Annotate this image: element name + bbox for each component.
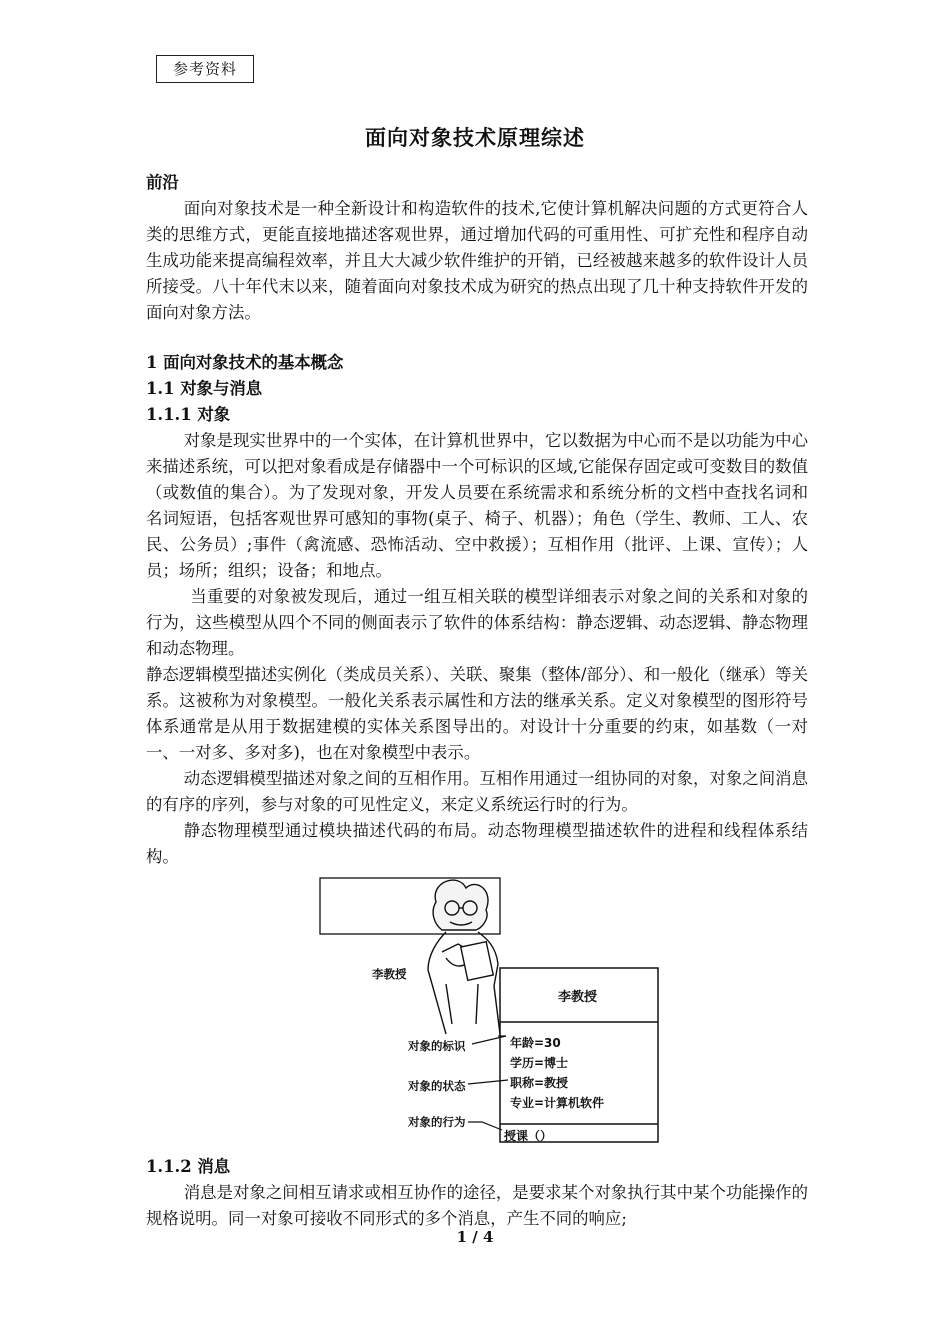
person-label: 李教授 — [372, 967, 407, 981]
professor-illustration-icon — [428, 880, 500, 1034]
method-teach: 授课（） — [504, 1129, 553, 1143]
object-paragraph-2: 当重要的对象被发现后，通过一组互相关联的模型详细表示对象之间的关系和对象的行为，这些模型从四个不同的侧面表示了软件的体系结构：静态逻辑、动态逻辑、静态物理和动态物理。 — [146, 587, 808, 658]
attribute-age: 年龄=30 — [510, 1036, 561, 1050]
section-1-1-1-heading: 1.1.1 对象 — [146, 405, 231, 424]
preface-paragraph: 面向对象技术是一种全新设计和构造软件的技术,它使计算机解决问题的方式更符合人类的思维方式，更能直接地描述客观世界，通过增加代码的可重用性、可扩充性和程序自动生成功能来提高编程效率，并且大大减少软件维护的开销，已经被越来越多的软件设计人员所接受。八十年代末以来，随着面向对象技术成为研究的热点出现了几十种支持软件开发的面向对象方法。 — [146, 199, 808, 322]
class-name: 李教授 — [558, 990, 598, 1005]
object-diagram-figure — [146, 874, 808, 1152]
attribute-major: 专业=计算机软件 — [510, 1096, 605, 1110]
section-1-1-2-heading: 1.1.2 消息 — [146, 1157, 231, 1176]
object-diagram-drawing — [146, 874, 808, 1152]
reference-stamp: 参考资料 — [156, 55, 254, 83]
document-body — [146, 170, 808, 1232]
label-object-identity: 对象的标识 — [408, 1039, 466, 1053]
message-paragraph-1: 消息是对象之间相互请求或相互协作的途径，是要求某个对象执行其中某个功能操作的规格说明。同一对象可接收不同形式的多个消息，产生不同的响应; — [146, 1183, 808, 1228]
object-paragraph-3: 静态逻辑模型描述实例化（类成员关系）、关联、聚集（整体/部分）、和一般化（继承）等关系。这被称为对象模型。一般化关系表示属性和方法的继承关系。定义对象模型的图形符号体系通常是从用于数据建模的实体关系图导出的。对设计十分重要的约束，如基数（一对一、一对多、多对多)，也在对象模型中表示。 — [146, 665, 808, 762]
object-paragraph-4: 动态逻辑模型描述对象之间的互相作用。互相作用通过一组协同的对象，对象之间消息的有序的序列，参与对象的可见性定义，来定义系统运行时的行为。 — [146, 769, 808, 814]
attribute-education: 学历=博士 — [510, 1056, 569, 1070]
page-number: 1 / 4 — [456, 1228, 494, 1246]
attribute-title: 职称=教授 — [510, 1076, 569, 1090]
object-paragraph-1: 对象是现实世界中的一个实体，在计算机世界中，它以数据为中心而不是以功能为中心来描述系统，可以把对象看成是存储器中一个可标识的区域,它能保存固定或可变数目的数值（或数值的集合）。为了发现对象，开发人员要在系统需求和系统分析的文档中查找名词和名词短语，包括客观世界可感知的事物(桌子、椅子、机器）；角色（学生、教师、工人、农民、公务员）;事件（禽流感、恐怖活动、空中救援）；互相作用（批评、上课、宣传）；人员；场所；组织；设备；和地点。 — [146, 431, 808, 580]
label-object-behavior: 对象的行为 — [408, 1115, 466, 1129]
preface-heading: 前沿 — [146, 173, 179, 192]
object-paragraph-5: 静态物理模型通过模块描述代码的布局。动态物理模型描述软件的进程和线程体系结构。 — [146, 821, 808, 866]
label-object-state: 对象的状态 — [408, 1079, 466, 1093]
section-1-heading: 1 面向对象技术的基本概念 — [146, 353, 344, 372]
page-title: 面向对象技术原理综述 — [365, 125, 585, 150]
section-1-1-heading: 1.1 对象与消息 — [146, 379, 263, 398]
